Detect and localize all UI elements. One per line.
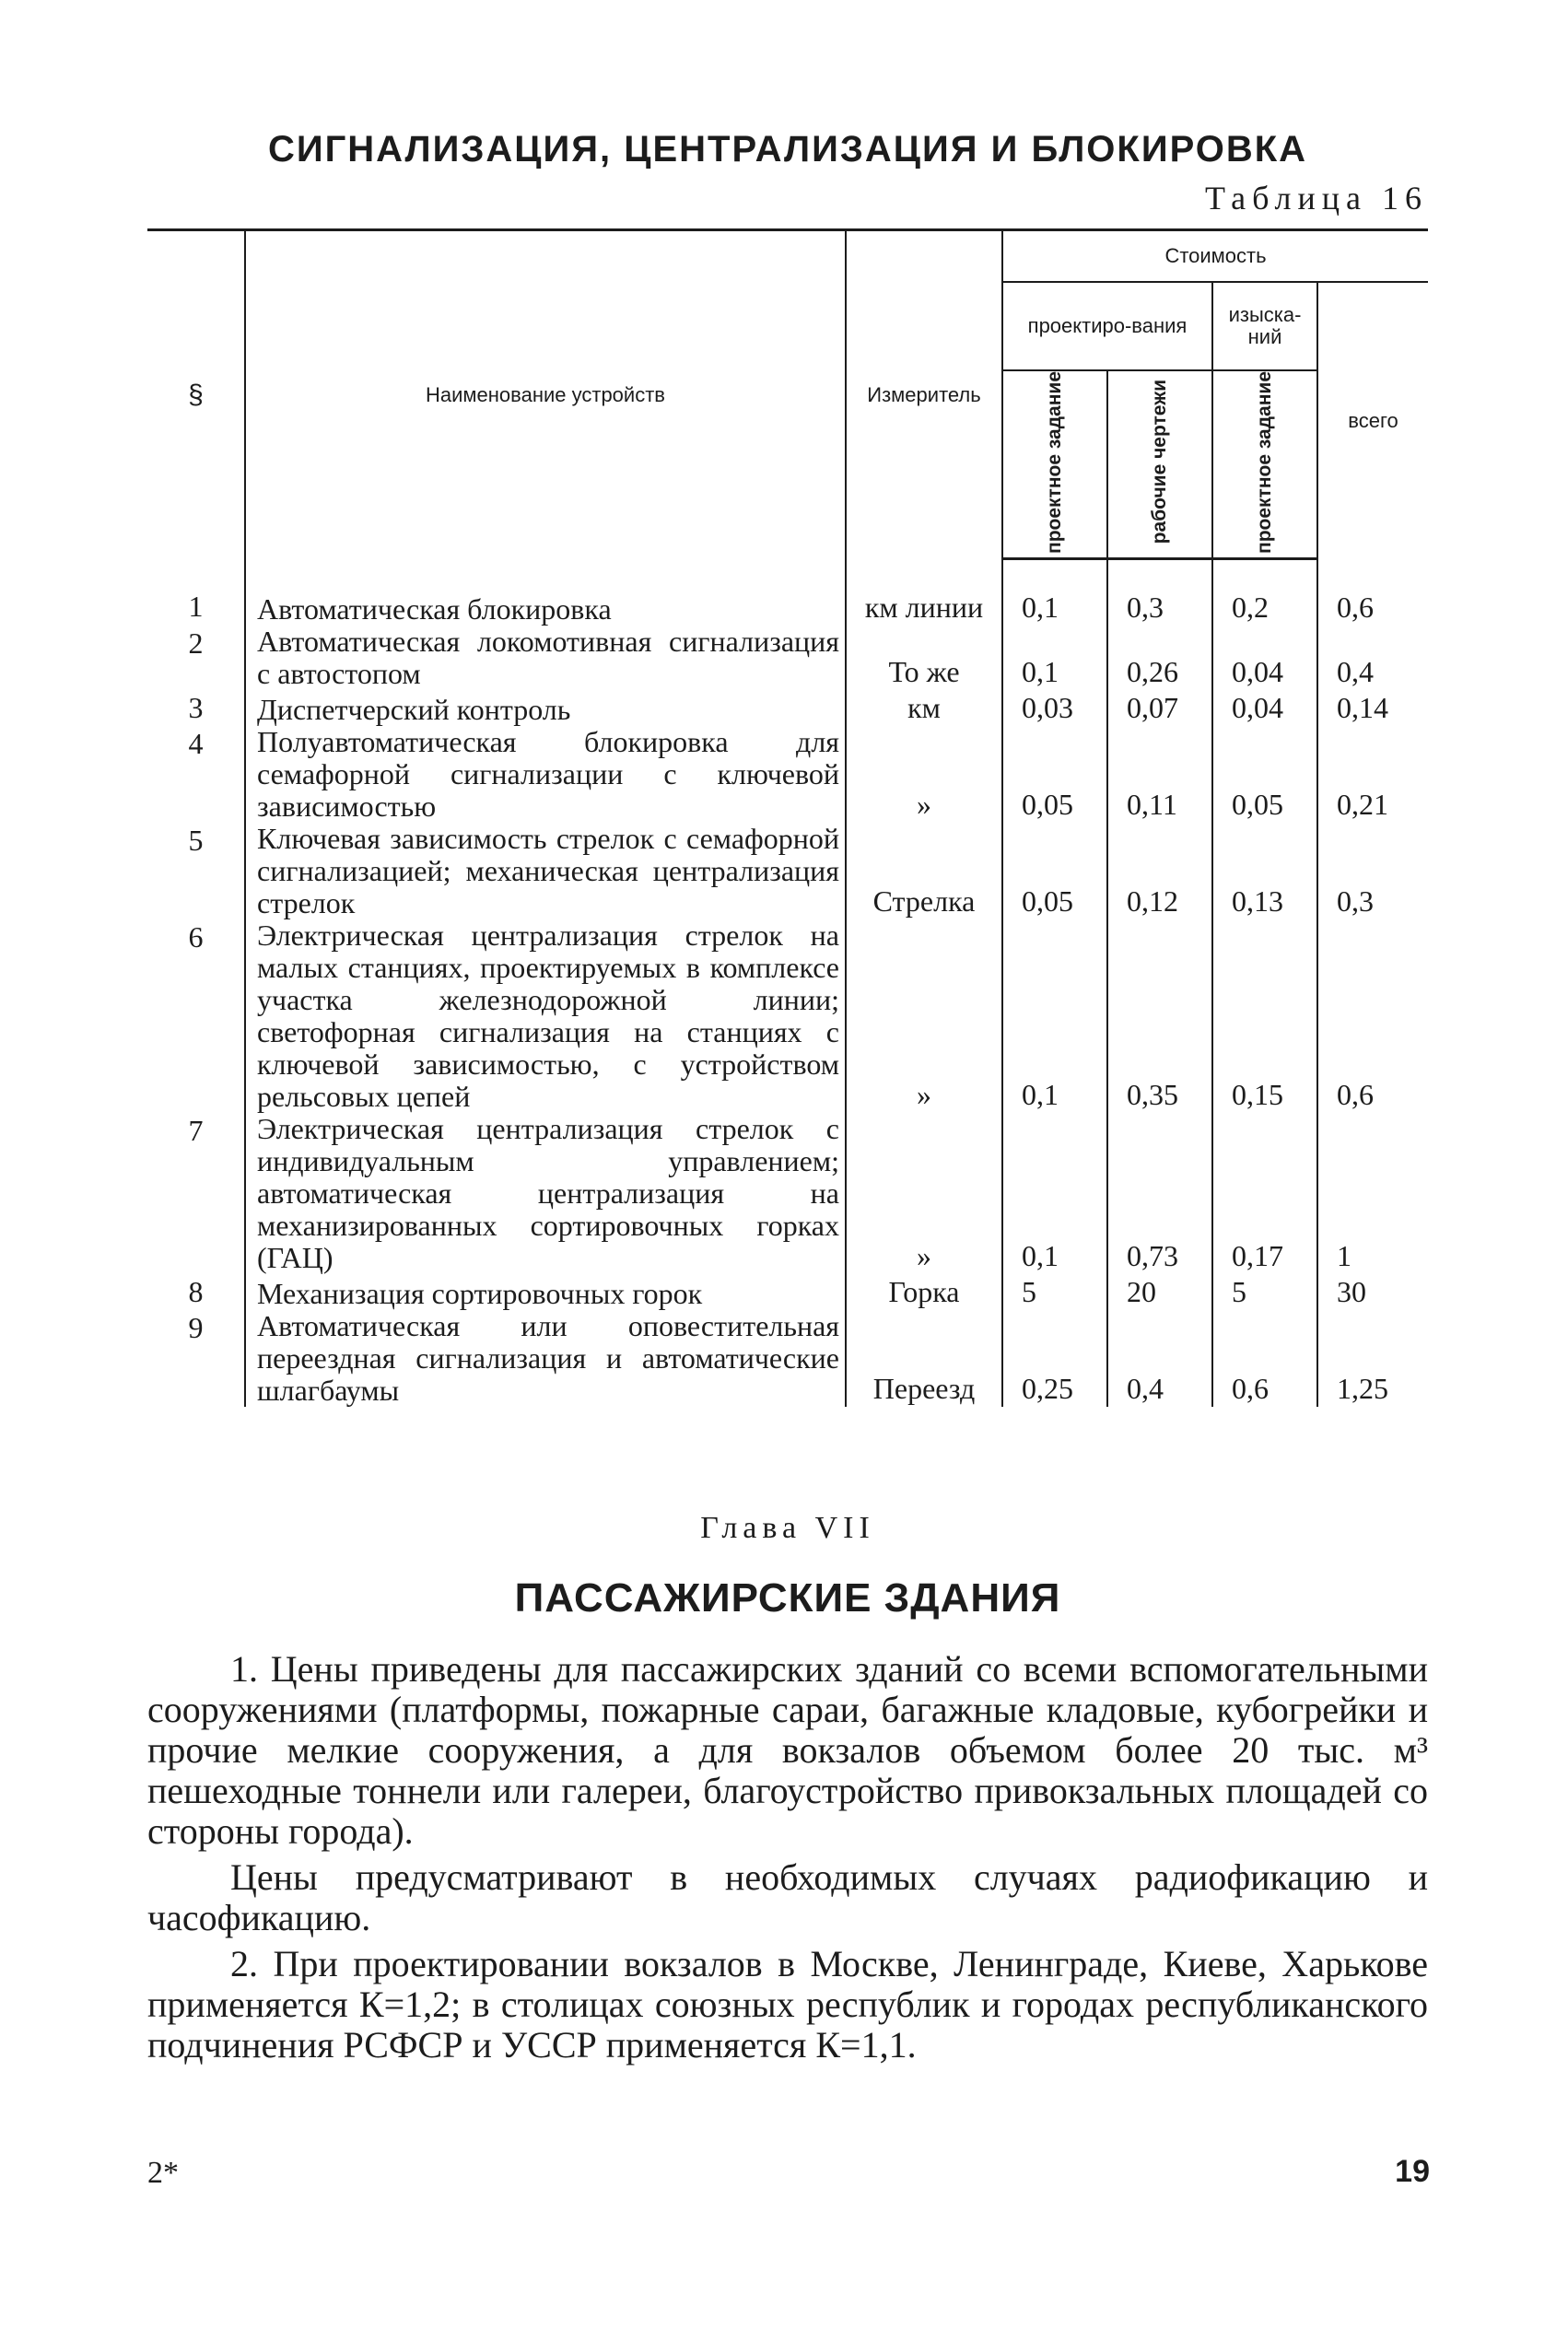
row-design-task-cost: 0,05 — [1002, 726, 1107, 823]
col-total-header: всего — [1317, 282, 1428, 559]
row-working-drawings-cost: 0,73 — [1107, 1113, 1212, 1274]
row-design-task-cost: 0,05 — [1002, 823, 1107, 919]
row-number: 9 — [188, 1311, 204, 1345]
row-device-name: Автоматическая блокировка — [245, 559, 846, 626]
paragraph: Цены предусматривают в необходимых случаях радиофикацию и часофикацию. — [147, 1856, 1428, 1938]
table-row — [147, 626, 1428, 690]
signature-mark: 2* — [147, 2156, 179, 2190]
row-number: 8 — [188, 1275, 204, 1309]
row-design-task-cost: 0,1 — [1002, 919, 1107, 1113]
col-name-header: Наименование устройств — [245, 230, 846, 559]
row-working-drawings-cost: 0,3 — [1107, 559, 1212, 626]
col-cost-header: Стоимость — [1002, 230, 1428, 282]
row-design-task-cost: 0,1 — [1002, 559, 1107, 626]
row-total-cost: 0,21 — [1317, 726, 1428, 823]
row-device-name: Полуавтоматическая блокировка для семафорной сигнализации с ключевой зависимостью — [245, 726, 846, 823]
col-unit-header: Измеритель — [846, 230, 1002, 559]
row-device-name: Электрическая централизация стрелок с индивидуальным управлением; автоматическая централизация на механизированных сортировочных горках (ГАЦ) — [245, 1113, 846, 1274]
row-design-task-cost: 0,1 — [1002, 1113, 1107, 1274]
table-label: Таблица 16 — [1205, 180, 1428, 217]
row-working-drawings-cost: 0,07 — [1107, 690, 1212, 726]
row-survey-cost: 0,13 — [1212, 823, 1317, 919]
table-row — [147, 823, 1428, 919]
row-working-drawings-cost: 0,26 — [1107, 626, 1212, 690]
row-survey-cost: 0,15 — [1212, 919, 1317, 1113]
table-row — [147, 1274, 1428, 1310]
row-working-drawings-cost: 0,11 — [1107, 726, 1212, 823]
paragraph: 2. При проектировании вокзалов в Москве, Ленинграде, Киеве, Харькове применяется К=1,2; в столицах союзных республик и городах республиканского подчинения РСФСР и УССР применяется К=1,1. — [147, 1943, 1428, 2066]
chapter-body — [147, 1649, 1428, 2071]
table-row — [147, 919, 1428, 1113]
row-design-task-cost: 5 — [1002, 1274, 1107, 1310]
row-working-drawings-cost: 0,35 — [1107, 919, 1212, 1113]
col-design-task-header: проектное задание — [1044, 370, 1065, 554]
row-survey-cost: 0,05 — [1212, 726, 1317, 823]
row-unit: Стрелка — [846, 823, 1002, 919]
chapter-title: ПАССАЖИРСКИЕ ЗДАНИЯ — [514, 1575, 1061, 1621]
row-device-name: Диспетчерский контроль — [245, 690, 846, 726]
row-unit: » — [846, 1113, 1002, 1274]
row-number: 3 — [188, 691, 204, 725]
row-unit: » — [846, 726, 1002, 823]
row-total-cost: 0,6 — [1317, 559, 1428, 626]
table-row — [147, 1113, 1428, 1274]
row-total-cost: 30 — [1317, 1274, 1428, 1310]
section-title: СИГНАЛИЗАЦИЯ, ЦЕНТРАЛИЗАЦИЯ И БЛОКИРОВКА — [267, 129, 1308, 170]
row-total-cost: 0,14 — [1317, 690, 1428, 726]
row-total-cost: 0,3 — [1317, 823, 1428, 919]
row-unit: км линии — [846, 559, 1002, 626]
row-design-task-cost: 0,03 — [1002, 690, 1107, 726]
row-number: 1 — [188, 589, 204, 623]
paragraph: 1. Цены приведены для пассажирских зданий со всеми вспомогательными сооружениями (платформы, пожарные сараи, багажные кладовые, кубогрейки и прочие мелкие сооружения, а для вокзалов объемом более 20 тыс. м³ пешеходные тоннели или галереи, благоустройство привокзальных площадей со стороны города). — [147, 1648, 1428, 1852]
row-unit: Горка — [846, 1274, 1002, 1310]
row-device-name: Механизация сортировочных горок — [245, 1274, 846, 1310]
row-survey-cost: 0,6 — [1212, 1310, 1317, 1407]
row-unit: То же — [846, 626, 1002, 690]
row-total-cost: 0,6 — [1317, 919, 1428, 1113]
chapter-label: Глава VII — [700, 1511, 875, 1545]
row-survey-cost: 0,17 — [1212, 1113, 1317, 1274]
table-row — [147, 726, 1428, 823]
row-survey-cost: 0,2 — [1212, 559, 1317, 626]
table-row — [147, 690, 1428, 726]
row-number: 4 — [188, 727, 204, 761]
row-device-name: Автоматическая локомотивная сигнализация с автостопом — [245, 626, 846, 690]
table-row — [147, 559, 1428, 626]
row-number: 7 — [188, 1114, 204, 1148]
row-working-drawings-cost: 20 — [1107, 1274, 1212, 1310]
table-body — [147, 559, 1428, 1408]
row-working-drawings-cost: 0,12 — [1107, 823, 1212, 919]
col-survey-header: изыска-ний — [1212, 282, 1317, 370]
row-number: 6 — [188, 920, 204, 954]
row-device-name: Ключевая зависимость стрелок с семафорной сигнализацией; механическая централизация стрелок — [245, 823, 846, 919]
row-survey-cost: 5 — [1212, 1274, 1317, 1310]
row-total-cost: 0,4 — [1317, 626, 1428, 690]
row-design-task-cost: 0,1 — [1002, 626, 1107, 690]
row-total-cost: 1 — [1317, 1113, 1428, 1274]
row-total-cost: 1,25 — [1317, 1310, 1428, 1407]
row-unit: Переезд — [846, 1310, 1002, 1407]
page-number: 19 — [1395, 2154, 1430, 2189]
row-number: 5 — [188, 824, 204, 858]
col-survey-task-header: проектное задание — [1254, 370, 1275, 554]
price-table — [147, 228, 1428, 1407]
row-unit: » — [846, 919, 1002, 1113]
row-survey-cost: 0,04 — [1212, 690, 1317, 726]
col-section-header: § — [147, 230, 245, 559]
row-survey-cost: 0,04 — [1212, 626, 1317, 690]
row-working-drawings-cost: 0,4 — [1107, 1310, 1212, 1407]
row-design-task-cost: 0,25 — [1002, 1310, 1107, 1407]
row-unit: км — [846, 690, 1002, 726]
col-design-header: проектиро-вания — [1002, 282, 1212, 370]
table-row — [147, 1310, 1428, 1407]
row-number: 2 — [188, 626, 204, 661]
col-working-drawings-header: рабочие чертежи — [1149, 380, 1170, 544]
row-device-name: Электрическая централизация стрелок на малых станциях, проектируемых в комплексе участка железнодорожной линии; светофорная сигнализация на станциях с ключевой зависимостью, с устройством рельсовых цепей — [245, 919, 846, 1113]
row-device-name: Автоматическая или оповестительная переездная сигнализация и автоматические шлагбаумы — [245, 1310, 846, 1407]
